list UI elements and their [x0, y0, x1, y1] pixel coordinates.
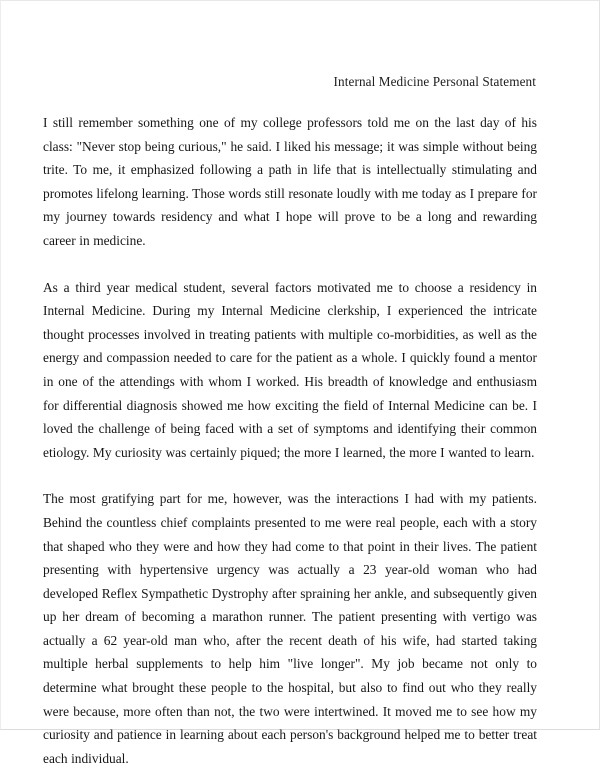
- paragraph-2: As a third year medical student, several factors motivated me to choose a residency in Internal Medicine. During my Internal Medicine clerkship, I experienced the intricate thought processes involved in treating patients with multiple co-morbidities, as well as the energy and compassion needed to care for the patient as a whole. I quickly found a mentor in one of the attendings with whom I worked. His breadth of knowledge and enthusiasm for differential diagnosis showed me how exciting the field of Internal Medicine can be. I loved the challenge of being faced with a set of symptoms and identifying their common etiology. My curiosity was certainly piqued; the more I learned, the more I wanted to learn.: [43, 279, 537, 460]
- document-title-header: Internal Medicine Personal Statement: [333, 74, 536, 89]
- paragraph-1: I still remember something one of my college professors told me on the last day of his class: "Never stop being curious," he said. I liked his message; it was simple without being trite. To me, it emphasized following a path in life that is intellectually stimulating and promotes lifelong learning. Those words still resonate loudly with me today as I prepare for my journey towards residency and what I hope will prove to be a long and rewarding career in medicine.: [43, 115, 537, 248]
- document-body: [43, 111, 537, 770]
- paragraph-3: The most gratifying part for me, however, was the interactions I had with my patients. Behind the countless chief complaints presented to me were real people, each with a story that shaped who they were and how they had come to that point in their lives. The patient presenting with hypertensive urgency was actually a 23 year-old woman who had developed Reflex Sympathetic Dystrophy after spraining her ankle, and subsequently given up her dream of becoming a marathon runner. The patient presenting with vertigo was actually a 62 year-old man who, after the recent death of his wife, had started taking multiple herbal supplements to help him "live longer". My job became not only to determine what brought these people to the hospital, but also to find out who they really were because, more often than not, the two were intertwined. It moved me to see how my curiosity and patience in learning about each person's background helped me to better treat each individual.: [43, 491, 537, 766]
